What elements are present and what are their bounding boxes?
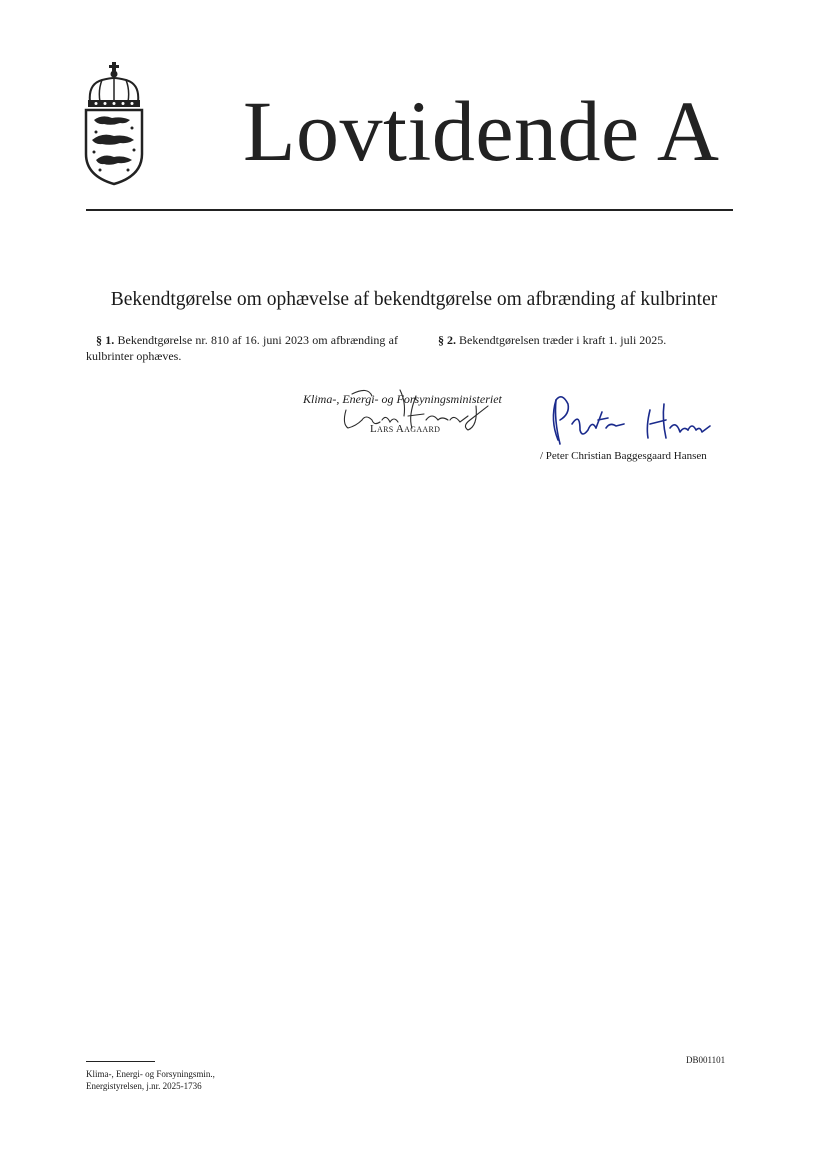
minister-name: Lars Aagaard [370,423,441,435]
document-code: DB001101 [686,1055,726,1065]
header-rule [86,209,733,211]
masthead-title: Lovtidende A [243,83,720,179]
coat-of-arms-icon [82,62,146,186]
document-title: Bekendtgørelse om ophævelse af bekendtgørelse om afbrænding af kulbrinter [110,289,718,310]
paragraph-text: Bekendtgørelse nr. 810 af 16. juni 2023 om afbrænding af kulbrinter ophæves. [86,333,399,363]
paragraph-1 [86,332,398,364]
official-name: / Peter Christian Baggesgaard Hansen [540,450,707,462]
paragraph-2 [438,332,738,348]
footnote-line: Energistyrelsen, j.nr. 2025-1736 [86,1081,202,1091]
section-number: § 1. [96,333,115,347]
footnote-line: Klima-, Energi- og Forsyningsmin., [86,1069,215,1079]
official-signature-icon [540,390,715,450]
paragraph-text: Bekendtgørelsen træder i kraft 1. juli 2025. [459,333,667,347]
ministry-name: Klima-, Energi- og Forsyningsministeriet [303,392,502,406]
section-number: § 2. [438,333,456,347]
footnote [86,1068,215,1092]
footnote-rule [86,1061,155,1062]
